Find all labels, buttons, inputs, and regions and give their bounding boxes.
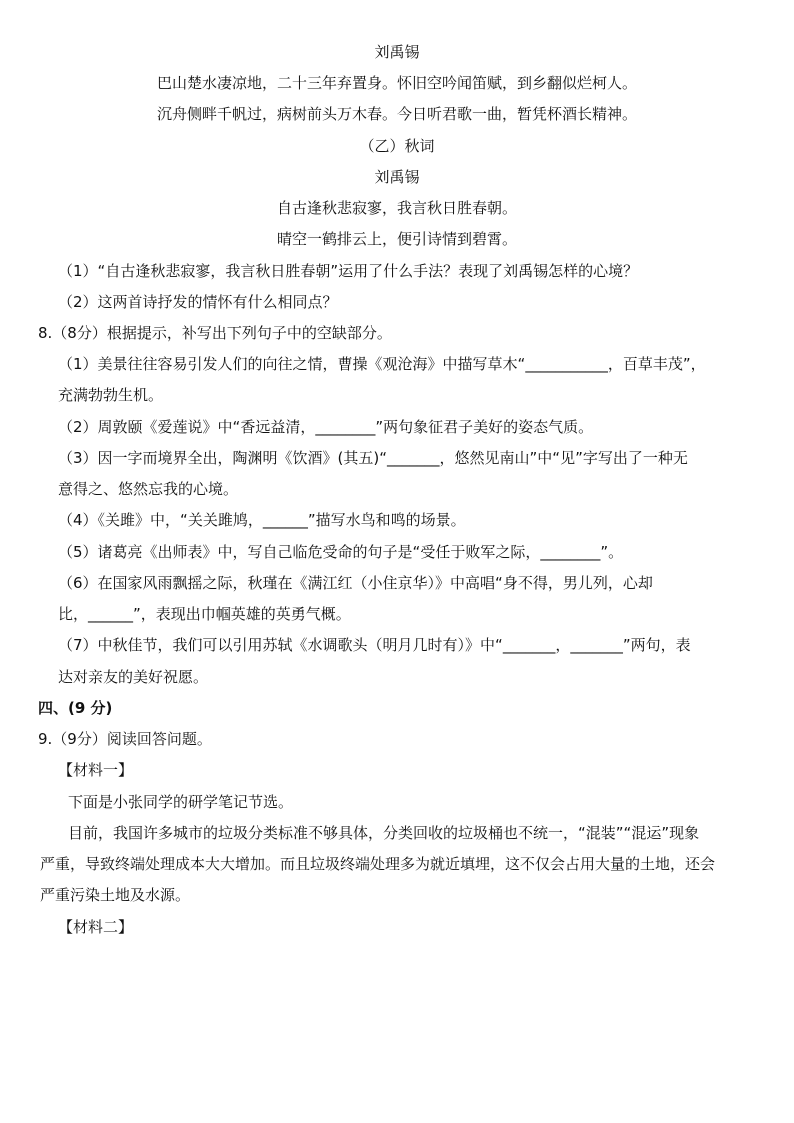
poem-b-line-1: 自古逢秋悲寂寥，我言秋日胜春朝。 [276,199,517,217]
q9-title: 9.（9分）阅读回答问题。 [38,730,212,748]
q8-s5: （5）诸葛亮《出师表》中，写自己临危受命的句子是“受任于败军之际，________”。 [58,543,624,561]
section-4-heading: 四、(9 分) [38,699,113,717]
material-1-para-line-2: 严重，导致终端处理成本大大增加。而且垃圾终端处理多为就近填埋，这不仅会占用大量的土地，还会 [40,855,716,873]
material-1-para-line-3: 严重污染土地及水源。 [40,886,191,904]
q8-title: 8.（8分）根据提示，补写出下列句子中的空缺部分。 [38,324,392,342]
q8-s2: （2）周敦颐《爱莲说》中“香远益清，________”两句象征君子美好的姿态气质。 [58,418,594,436]
q8-s1-line-1: （1）美景往往容易引发人们的向往之情，曹操《观沧海》中描写草木“___________，百草丰茂”， [58,355,706,373]
poem-b-author: 刘禹锡 [374,168,420,186]
q8-s3-line-2: 意得之、悠然忘我的心境。 [58,480,239,498]
poem-a-author: 刘禹锡 [374,43,420,61]
q8-s6-line-1: （6）在国家风雨飘摇之际，秋瑾在《满江红（小住京华）》中高唱“身不得，男儿列，心却 [58,574,653,592]
material-2-label: 【材料二】 [58,918,134,936]
q7-sub-2: （2）这两首诗抒发的情怀有什么相同点？ [58,293,338,311]
material-1-para-line-1: 目前，我国许多城市的垃圾分类标准不够具体，分类回收的垃圾桶也不统一，“混装”“混运”现象 [68,824,700,842]
poem-b-line-2: 晴空一鹤排云上，便引诗情到碧霄。 [276,230,517,248]
q8-s7-line-1: （7）中秋佳节，我们可以引用苏轼《水调歌头（明月几时有）》中“_______，_______”两句，表 [58,636,691,654]
q8-s3-line-1: （3）因一字而境界全出，陶渊明《饮酒》(其五)“_______，悠然见南山”中“见”字写出了一种无 [58,449,688,467]
q7-sub-1: （1）“自古逢秋悲寂寥，我言秋日胜春朝”运用了什么手法？表现了刘禹锡怎样的心境？ [58,262,639,280]
q8-s7-line-2: 达对亲友的美好祝愿。 [58,668,209,686]
q8-s1-line-2: 充满勃勃生机。 [58,386,164,404]
poem-a-line-1: 巴山楚水凄凉地，二十三年弃置身。怀旧空吟闻笛赋，到乡翻似烂柯人。 [156,74,637,92]
material-1-label: 【材料一】 [58,761,134,779]
poem-b-title: （乙）秋词 [359,137,435,155]
material-1-intro: 下面是小张同学的研学笔记节选。 [68,793,294,811]
q8-s4: （4）《关雎》中，“关关雎鸠，______”描写水鸟和鸣的场景。 [58,511,466,529]
poem-a-line-2: 沉舟侧畔千帆过，病树前头万木春。今日听君歌一曲，暂凭杯酒长精神。 [156,105,637,123]
q8-s6-line-2: 比，______”，表现出巾帼英雄的英勇气概。 [58,605,351,623]
